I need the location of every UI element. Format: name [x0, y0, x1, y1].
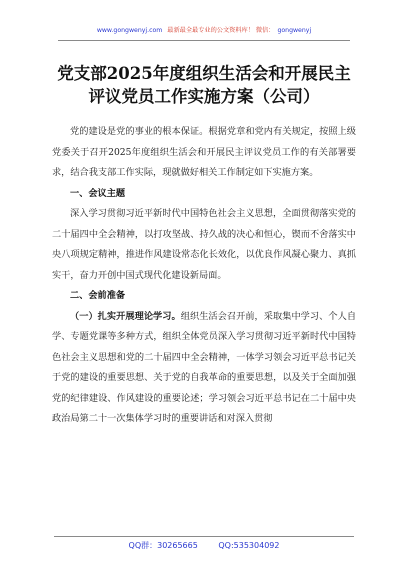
page-header: [0, 26, 408, 36]
header-divider: [58, 40, 350, 41]
section-heading-2: 二、会前准备: [70, 290, 126, 301]
title-line-1: 党支部2025年度组织生活会和开展民主: [57, 64, 351, 83]
title-line-2: 评议党员工作实施方案（公司）: [88, 87, 320, 106]
footer-divider: [54, 536, 354, 537]
header-website: www.gongwenyj.com: [96, 27, 163, 34]
subsection-text: 组织生活会召开前，采取集中学习、个人自学、专题党课等多种方式，组织全体党员深入学习贯彻习近平新时代中国特色社会主义思想和党的二十届四中全会精神，一体学习领会习近平总书记关于党的建设的重要思想、关于党的自我革命的重要思想，以及关于全面加强党的纪律建设、作风建设的重要论述；学习领会习近平总书记在二十届中央政治局第二十一次集体学习时的重要讲话和对深入贯彻: [52, 310, 357, 424]
header-wechat: gongwenyj: [277, 27, 312, 34]
section2-paragraph: [52, 307, 356, 430]
footer-qq-contact: QQ:535304092: [218, 541, 280, 550]
header-slogan: 最新最全最专业的公文资料库！ 微信：: [167, 27, 275, 34]
footer-qq-group: QQ群：30265665: [128, 541, 198, 550]
intro-paragraph: 党的建设是党的事业的根本保证。根据党章和党内有关规定，按照上级党委关于召开2025年度组织生活会和开展民主评议党员工作的有关部署要求，结合我支部工作实际，现就做好相关工作制定如下实施方案。: [52, 126, 356, 178]
section-heading-1: 一、会议主题: [70, 187, 126, 199]
subsection-title: （一）扎实开展理论学习。: [70, 310, 181, 322]
page-footer: [0, 540, 408, 552]
section1-paragraph: 深入学习贯彻习近平新时代中国特色社会主义思想，全面贯彻落实党的二十届四中全会精神，以打攻坚战、持久战的决心和恒心，锲而不舍落实中央八项规定精神，推进作风建设常态化长效化，以优良作风凝心聚力、真抓实干，奋力开创中国式现代化建设新局面。: [52, 208, 356, 281]
document-title: [40, 62, 368, 108]
document-body: [52, 122, 356, 430]
